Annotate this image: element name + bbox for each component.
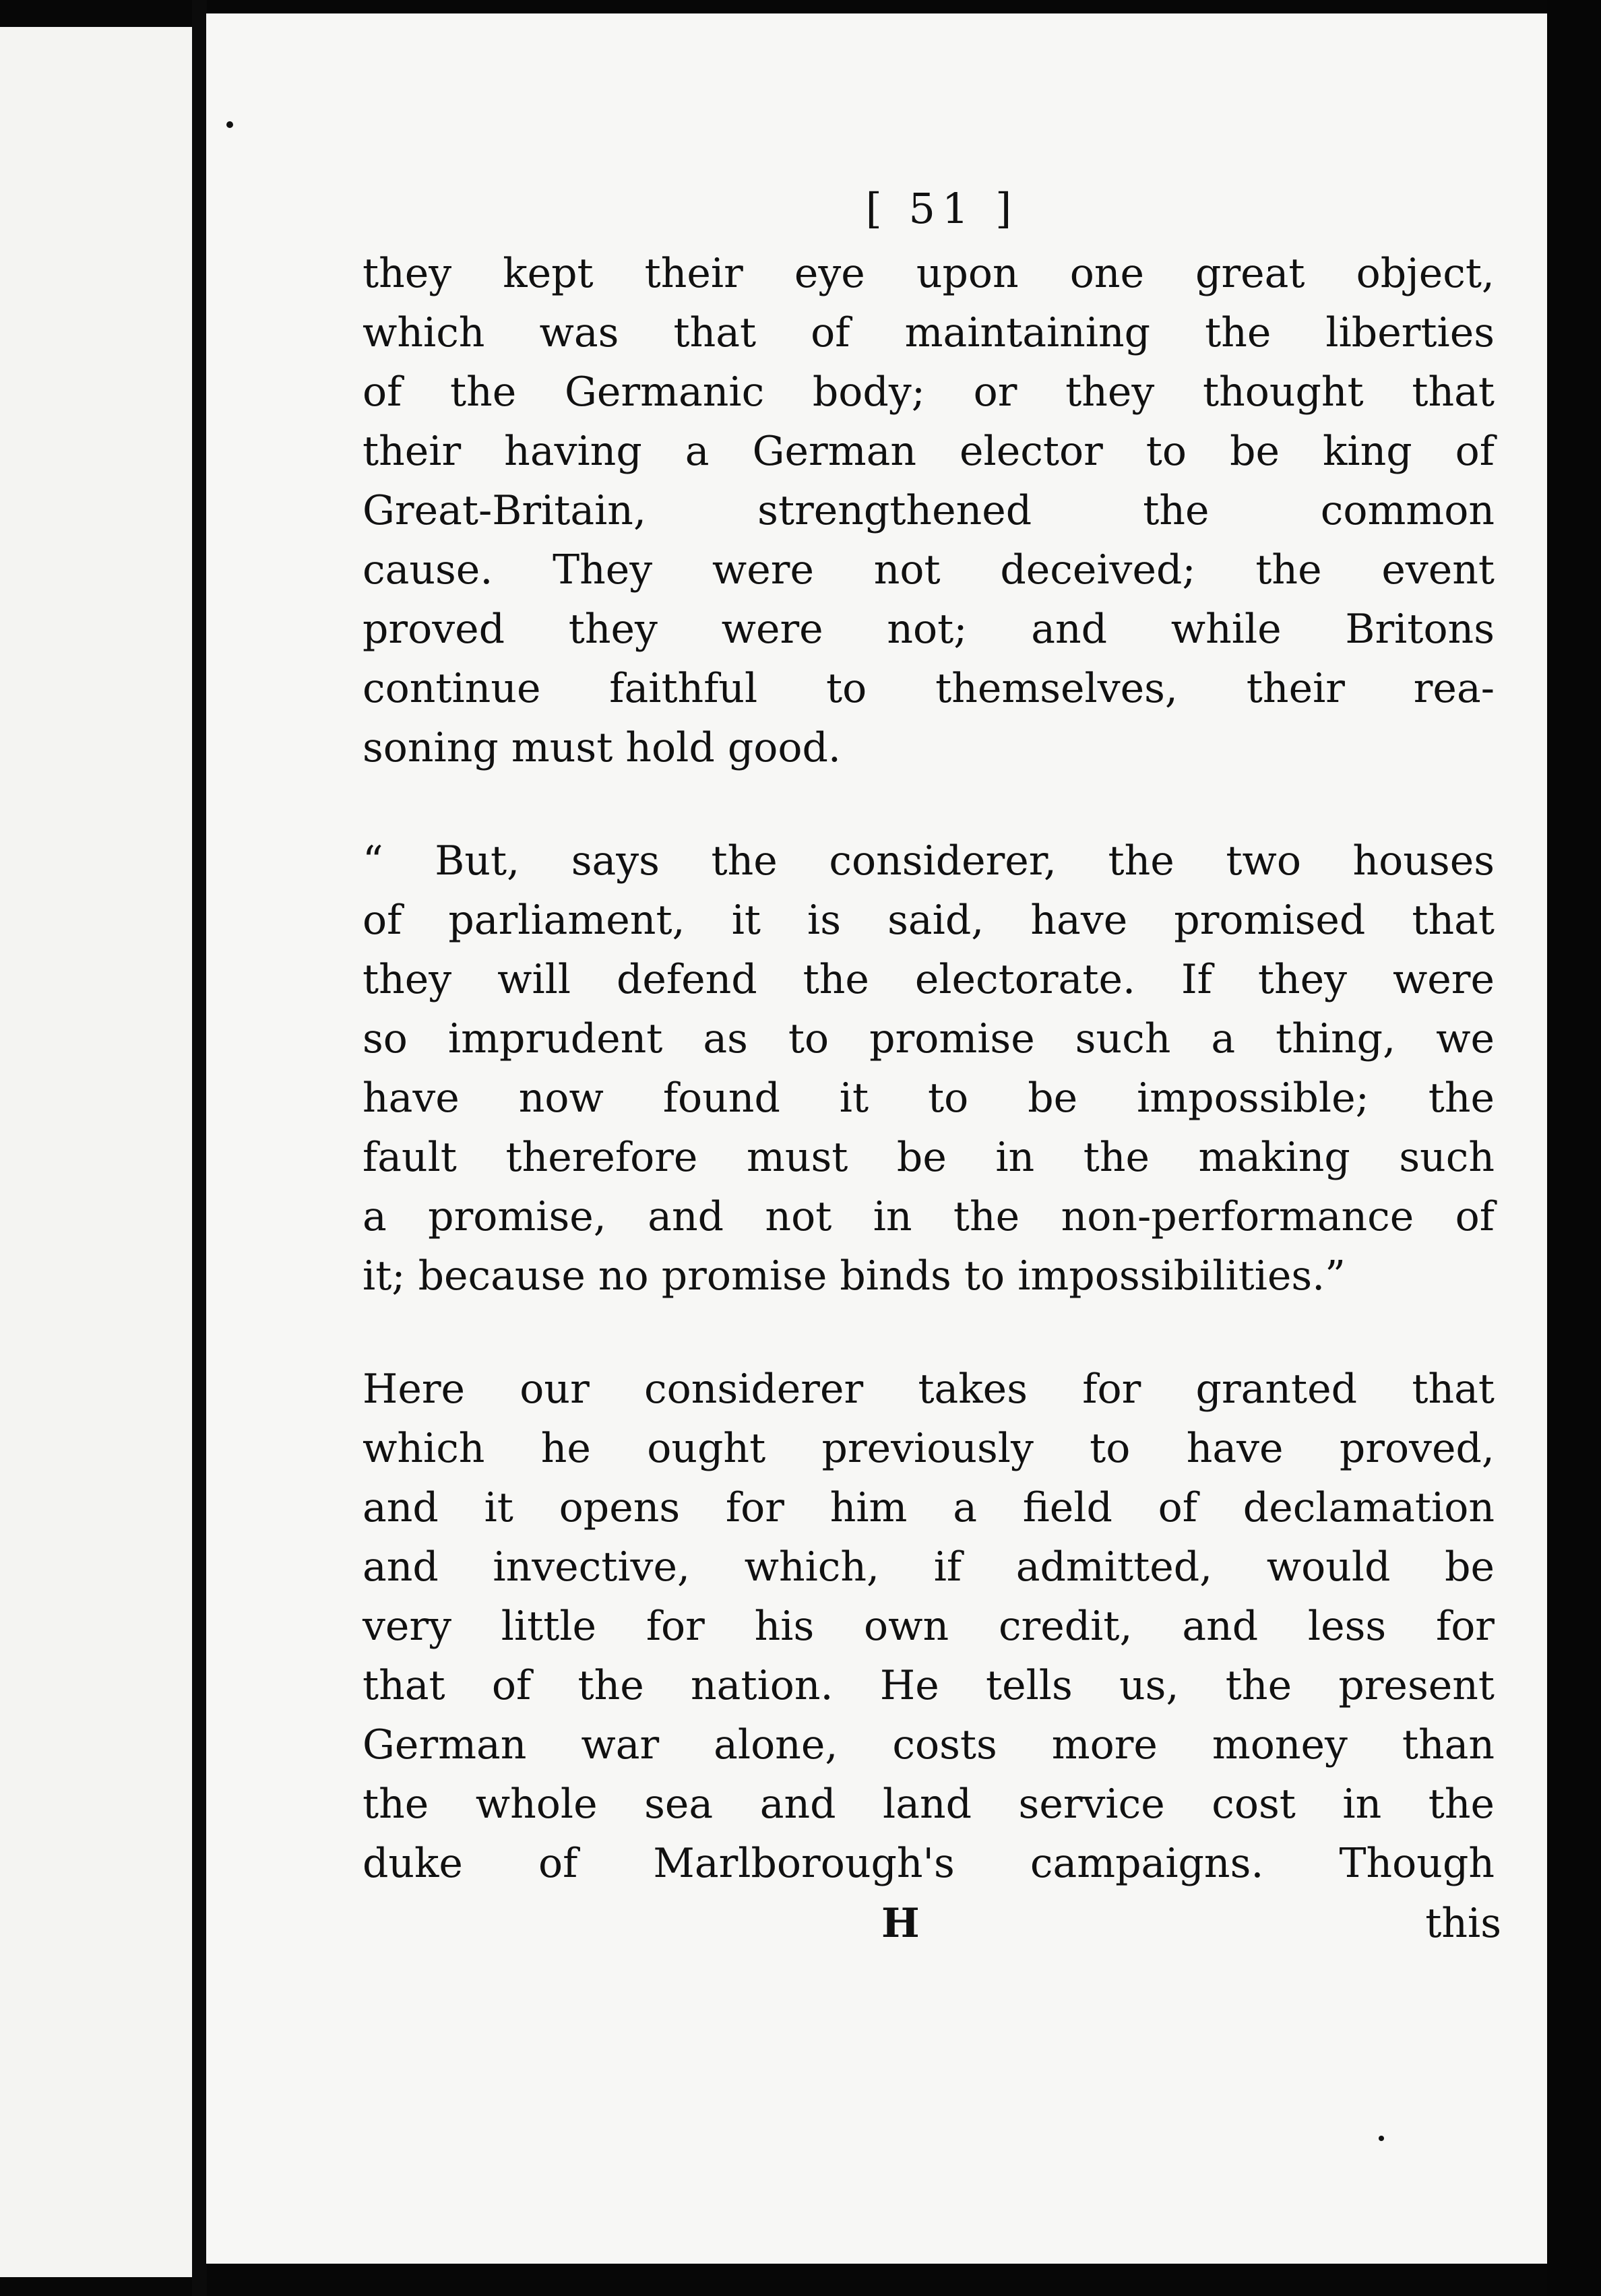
text-line: they kept their eye upon one great object, — [363, 250, 1495, 297]
text-line: the whole sea and land service cost in the — [363, 1781, 1495, 1828]
paragraph-3 — [363, 1360, 1495, 1893]
text-line: of parliament, it is said, have promised that — [363, 897, 1495, 944]
text-line: and invective, which, if admitted, would be — [363, 1543, 1495, 1591]
text-line: they will defend the electorate. If they were — [363, 956, 1495, 1003]
text-line: Here our considerer takes for granted that — [363, 1366, 1495, 1413]
paragraph-gap — [363, 777, 1495, 831]
book-gutter — [192, 0, 207, 2296]
text-line: cause. They were not deceived; the event — [363, 546, 1495, 594]
page-text — [363, 182, 1501, 1954]
text-line: very little for his own credit, and less for — [363, 1603, 1495, 1650]
text-line: soning must hold good. — [363, 724, 841, 771]
paragraph-2 — [363, 831, 1495, 1306]
text-line: continue faithful to themselves, their rea- — [363, 665, 1495, 712]
book-page — [206, 13, 1547, 2264]
ink-speck — [1379, 2136, 1384, 2141]
text-line: of the Germanic body; or they thought that — [363, 369, 1495, 416]
paragraph-1 — [363, 244, 1495, 777]
text-line: have now found it to be impossible; the — [363, 1075, 1495, 1122]
page-number: [ 51 ] — [865, 184, 1019, 233]
paragraph-gap — [363, 1306, 1495, 1360]
text-line: Great-Britain, strengthened the common — [363, 487, 1495, 534]
text-line: it; because no promise binds to impossibilities.” — [363, 1252, 1346, 1300]
ink-speck — [226, 121, 233, 128]
text-line: and it opens for him a field of declamation — [363, 1484, 1495, 1531]
catchword: this — [1425, 1900, 1501, 1947]
left-page-edge — [0, 27, 195, 2277]
text-line: which he ought previously to have proved, — [363, 1425, 1495, 1472]
signature-mark: H — [881, 1900, 920, 1947]
text-line: that of the nation. He tells us, the present — [363, 1662, 1495, 1709]
text-line: fault therefore must be in the making such — [363, 1134, 1495, 1181]
text-line: a promise, and not in the non-performance of — [363, 1193, 1495, 1240]
text-line: so imprudent as to promise such a thing, we — [363, 1015, 1495, 1062]
text-line: duke of Marlborough's campaigns. Though — [363, 1840, 1495, 1887]
text-line: which was that of maintaining the liberties — [363, 309, 1495, 356]
page-footer — [363, 1893, 1501, 1954]
text-line: “ But, says the considerer, the two houses — [363, 837, 1495, 885]
right-page-edge — [1547, 0, 1601, 2296]
text-line: German war alone, costs more money than — [363, 1721, 1495, 1768]
text-line: their having a German elector to be king of — [363, 428, 1495, 475]
text-line: proved they were not; and while Britons — [363, 606, 1495, 653]
